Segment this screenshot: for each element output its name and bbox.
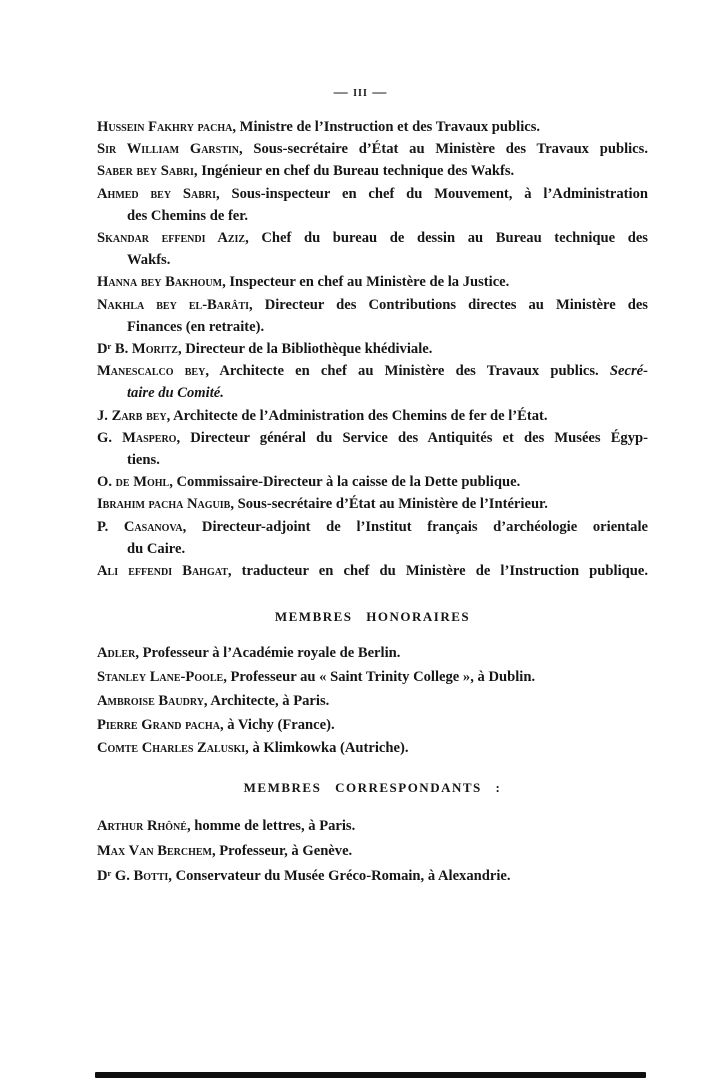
member-role: , Directeur-adjoint de l’Institut français d’archéologie orientale [182,518,648,535]
member-role: tiens. [127,452,160,469]
member-role: , à Vichy (France). [219,716,335,733]
entry-line [97,666,648,690]
member-name: Comte Charles Zaluski [97,740,246,757]
member-name: Max Van Berchem [97,843,212,860]
member-role: , Chef du bureau de dessin au Bureau technique des [245,230,648,247]
member-name: Saber bey Sabri [97,163,194,180]
member-entry [97,864,648,889]
member-name: P. Casanova [97,518,183,535]
member-entry [97,271,648,293]
entry-line [97,138,648,160]
member-role: , Professeur à l’Académie royale de Berlin. [135,645,401,662]
member-role: , Architecte en chef au Ministère des Travaux publics. [205,363,610,380]
member-entry [97,714,648,738]
entry-line [97,516,648,538]
entry-line [97,560,648,582]
entry-line [97,493,648,515]
member-name: Stanley Lane-Poole [97,669,224,686]
member-entry [97,560,648,582]
member-role: , Sous-secrétaire d’État au Ministère de l’Intérieur. [230,496,548,513]
member-role: , Ingénieur en chef du Bureau technique des Wakfs. [193,163,515,180]
member-role: , Professeur au « Saint Trinity College », à Dublin. [223,669,536,686]
member-name: Hussein Fakhry pacha [97,119,233,135]
entry-line [97,249,648,271]
member-entry [97,116,648,138]
member-entry [97,338,648,360]
member-entry [97,690,648,714]
secretary-note-italic: Secré- [609,363,648,380]
entry-line [97,449,648,471]
member-entry [97,737,648,761]
entry-line [97,294,648,316]
member-name: Dʳ B. Moritz [97,341,178,358]
member-entry [97,471,648,493]
member-entry [97,138,648,160]
member-name: Hanna bey Bakhoum [97,274,223,291]
member-name: Arthur Rhôné [97,818,187,835]
member-role: , Inspecteur en chef au Ministère de la Justice. [222,274,510,291]
entry-line [97,538,648,560]
member-role: , Commissaire-Directeur à la caisse de la Dette publique. [169,474,521,491]
member-name: Ibrahim pacha Naguib [97,496,231,513]
member-list [97,642,648,761]
entry-line [97,382,648,404]
entry-line [97,205,648,227]
entry-line [97,227,648,249]
member-role: des Chemins de fer. [127,207,249,224]
member-entry [97,294,648,338]
member-entry [97,493,648,515]
member-name: Ahmed bey Sabri [97,185,216,202]
member-entry [97,183,648,227]
member-entry [97,160,648,182]
entry-line [97,471,648,493]
member-lists [97,116,648,889]
entry-line [97,405,648,427]
member-entry [97,405,648,427]
entry-line [97,427,648,449]
member-role: , traducteur en chef du Ministère de l’Instruction publique. [227,563,648,580]
member-role: , Sous-secrétaire d’État au Ministère des Travaux publics. [238,141,648,158]
entry-line [97,116,648,138]
member-list [97,814,648,889]
member-entry [97,642,648,666]
section-title: MEMBRES HONORAIRES [274,609,471,625]
member-role: , Conservateur du Musée Gréco-Romain, à Alexandrie. [168,868,511,885]
member-name: Ali effendi Bahgat [97,563,228,580]
member-name: Skandar effendi Aziz [97,230,246,247]
entry-line [97,642,648,666]
member-entry [97,427,648,471]
entry-line [97,814,648,839]
member-name: Adler [97,645,136,662]
member-role: , Directeur des Contributions directes au Ministère des [249,296,648,313]
member-role: , Architecte, à Paris. [203,692,330,709]
entry-line [97,864,648,889]
member-role: , Directeur général du Service des Antiquités et des Musées Égyp- [176,429,648,446]
entry-line [97,360,648,382]
member-role: , à Klimkowka (Autriche). [245,740,409,757]
member-entry [97,516,648,560]
member-name: J. Zarb bey [97,407,167,424]
member-entry [97,839,648,864]
entry-line [97,338,648,360]
member-list [97,116,648,582]
member-role: du Caire. [127,540,186,557]
member-entry [97,360,648,404]
member-name: Manescalco bey [97,363,206,380]
member-role: , Sous-inspecteur en chef du Mouvement, à l’Administration [216,185,648,202]
member-entry [97,666,648,690]
member-role: , Architecte de l’Administration des Chemins de fer de l’État. [166,407,548,424]
page-number: — iii — [333,85,388,100]
secretary-note-italic: taire du Comité. [127,385,224,402]
entry-line [97,737,648,761]
member-entry [97,814,648,839]
scan-artifact-bar [95,1072,646,1078]
member-name: Ambroise Baudry [97,692,204,709]
entry-line [97,183,648,205]
entry-line [97,714,648,738]
entry-line [97,839,648,864]
section-title: MEMBRES CORRESPONDANTS : [243,780,502,796]
member-name: Nakhla bey el-Barâti [97,296,250,313]
member-entry [97,227,648,271]
member-name: G. Maspero [97,429,177,446]
member-name: Dʳ G. Botti [97,868,169,885]
entry-line [97,160,648,182]
entry-line [97,690,648,714]
member-role: , Directeur de la Bibliothèque khédiviale. [177,341,433,358]
member-name: Sir William Garstin [97,141,239,158]
member-role: , homme de lettres, à Paris. [186,818,356,835]
member-role: Wakfs. [127,252,171,269]
member-role: , Ministre de l’Instruction et des Travaux publics. [232,119,541,135]
entry-line [97,271,648,293]
member-name: O. de Mohl [97,474,170,491]
member-role: , Professeur, à Genève. [211,843,353,860]
entry-line [97,316,648,338]
member-role: Finances (en retraite). [127,318,265,335]
member-name: Pierre Grand pacha [97,716,220,733]
